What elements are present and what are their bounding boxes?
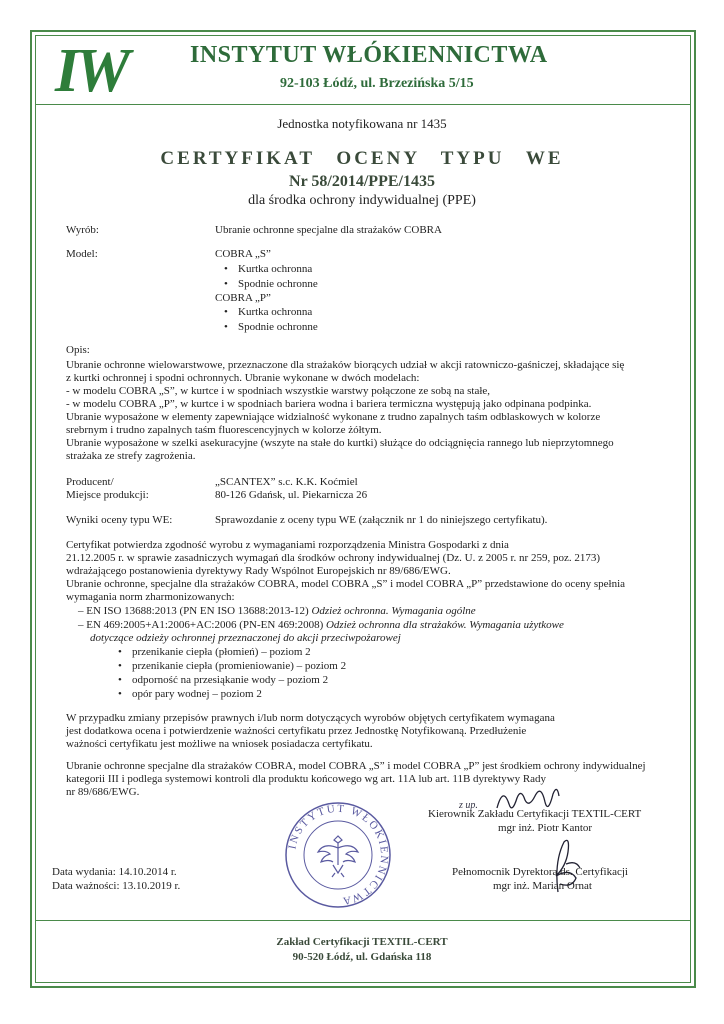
confirmation-line: wymagania norm zharmonizowanych: [66, 591, 235, 603]
product-label: Wyrób: [66, 224, 99, 236]
footer-address: 90-520 Łódź, ul. Gdańska 118 [292, 951, 432, 963]
signer-2-name: mgr inż. Marian Ornat [493, 880, 592, 892]
stamp-text: INSTYTUT WŁÓKIENNICTWA [286, 802, 391, 908]
norm-title: Odzież ochronna dla strażaków. Wymagania użytkowe [325, 619, 564, 631]
producer-name: „SCANTEX” s.c. K.K. Koćmiel [215, 476, 358, 488]
description-line: z kurtki ochronnej i spodni ochronnych. Ubranie wykonane w dwóch modelach: [66, 372, 420, 384]
norm-title-continued: dotyczące odzieży ochronnej przeznaczonej do akcji przeciwpożarowej [90, 632, 401, 644]
production-place-label: Miejsce produkcji: [66, 489, 149, 501]
category-line: kategorii III i podlega systemowi kontroli dla produktu końcowego wg art. 11A lub art. 11B dyrektywy Rady [66, 773, 547, 785]
signer-1-name: mgr inż. Piotr Kantor [498, 822, 593, 834]
description-line: srebrnym i trudno zapalnych taśm fluorescencyjnych w kolorze żółtym. [66, 424, 382, 436]
level-item: • odporność na przesiąkanie wody – poziom 2 [132, 674, 328, 686]
footer-divider [36, 920, 690, 921]
producer-label: Producent/ [66, 476, 114, 488]
issue-date: Data wydania: 14.10.2014 r. [52, 866, 177, 878]
results-label: Wyniki oceny typu WE: [66, 514, 173, 526]
changes-line: W przypadku zmiany przepisów prawnych i/lub norm dotyczących wyrobów objętych certyfikatem wymagana [66, 712, 555, 724]
validity-date: Data ważności: 13.10.2019 r. [52, 880, 181, 892]
level-item: • opór pary wodnej – poziom 2 [132, 688, 262, 700]
confirmation-line: Ubranie ochronne, specjalne dla strażaków COBRA, model COBRA „S” i model COBRA „P” przedstawione do oceny spełnia [66, 578, 626, 590]
model-item: • Kurtka ochronna [238, 306, 312, 318]
changes-line: jest dodatkowa ocena i potwierdzenie ważności certyfikatu przez Jednostkę Notyfikowaną. Przedłużenie [66, 725, 527, 737]
confirmation-line: wdrażającego postanowienia dyrektywy Rady Wspólnot Europejskich nr 89/686/EWG. [66, 565, 451, 577]
norm-item: – EN 469:2005+A1:2006+AC:2006 (PN-EN 469:2008) Odzież ochronna dla strażaków. Wymagania użytkowe [78, 619, 564, 631]
institute-name: INSTYTUT WŁÓKIENNICTWA [190, 42, 548, 68]
confirmation-line: Certyfikat potwierdza zgodność wyrobu z wymaganiami rozporządzenia Ministra Gospodarki z dnia [66, 539, 509, 551]
description-line: Ubranie ochronne wielowarstwowe, przeznaczone dla strażaków biorących udział w akcji ratowniczo-gaśniczej, składające się [66, 359, 625, 371]
norm-code: EN 469:2005+A1:2006+AC:2006 (PN-EN 469:2008) [86, 619, 324, 631]
confirmation-line: 21.12.2005 r. w sprawie zasadniczych wymagań dla środków ochrony indywidualnej (Dz. U. z 2005 r. nr 259, poz. 2173) [66, 552, 600, 564]
description-label: Opis: [66, 344, 90, 356]
description-line: - w modelu COBRA „S”, w kurtce i w spodniach wszystkie warstwy połączone ze sobą na stałe, [66, 385, 491, 397]
notified-body: Jednostka notyfikowana nr 1435 [277, 116, 447, 131]
certificate-subtitle: dla środka ochrony indywidualnej (PPE) [248, 193, 476, 208]
description-line: Ubranie wyposażone w elementy zapewniające widzialność wykonane z trudno zapalnych taśm odblaskowych w kolorze [66, 411, 601, 423]
model-group-name: COBRA „S” [215, 248, 271, 260]
description-line: - w modelu COBRA „P”, w kurtce i w spodniach bariera wodna i bariera termiczna występują jako odpinana podpinka. [66, 398, 592, 410]
signer-1-role: Kierownik Zakładu Certyfikacji TEXTIL-CERT [428, 808, 642, 820]
model-item: • Spodnie ochronne [238, 321, 318, 333]
level-item: • przenikanie ciepła (płomień) – poziom 2 [132, 646, 311, 658]
model-label: Model: [66, 248, 98, 260]
product-value: Ubranie ochronne specjalne dla strażaków COBRA [215, 224, 442, 236]
category-line: Ubranie ochronne specjalne dla strażaków COBRA, model COBRA „S” i model COBRA „P” jest środkiem ochrony indywidualnej [66, 760, 646, 772]
level-item: • przenikanie ciepła (promieniowanie) – poziom 2 [132, 660, 346, 672]
norm-item: – EN ISO 13688:2013 (PN EN ISO 13688:2013-12) Odzież ochronna. Wymagania ogólne [78, 605, 476, 617]
certificate-title: CERTYFIKAT OCENY TYPU WE [160, 148, 564, 169]
description-line: Ubranie wyposażone w szelki asekuracyjne (wszyte na stałe do kurtki) służące do odciągnięcia rannego lub nieprzytomnego [66, 437, 614, 449]
eagle-icon [318, 836, 358, 877]
norm-title: Odzież ochronna. Wymagania ogólne [311, 605, 476, 617]
model-item: • Spodnie ochronne [238, 278, 318, 290]
model-item: • Kurtka ochronna [238, 263, 312, 275]
institute-address: 92-103 Łódź, ul. Brzezińska 5/15 [280, 76, 474, 91]
official-stamp [283, 800, 393, 910]
producer-address: 80-126 Gdańsk, ul. Piekarnicza 26 [215, 489, 368, 501]
description-line: strażaka ze strefy zagrożenia. [66, 450, 196, 462]
model-group-name: COBRA „P” [215, 292, 271, 304]
header-divider [36, 104, 690, 105]
footer-name: Zakład Certyfikacji TEXTIL-CERT [276, 936, 448, 948]
results-value: Sprawozdanie z oceny typu WE (załącznik nr 1 do niniejszego certyfikatu). [215, 514, 548, 526]
signature-prefix: z up. [459, 800, 478, 811]
certificate-number: Nr 58/2014/PPE/1435 [289, 173, 435, 190]
category-line: nr 89/686/EWG. [66, 786, 140, 798]
institute-logo: IW [55, 37, 127, 105]
signer-2-role: Pełnomocnik Dyrektora ds. Certyfikacji [452, 866, 628, 878]
changes-line: ważności certyfikatu jest możliwe na wniosek posiadacza certyfikatu. [66, 738, 373, 750]
norm-code: EN ISO 13688:2013 (PN EN ISO 13688:2013-12) [86, 605, 309, 617]
